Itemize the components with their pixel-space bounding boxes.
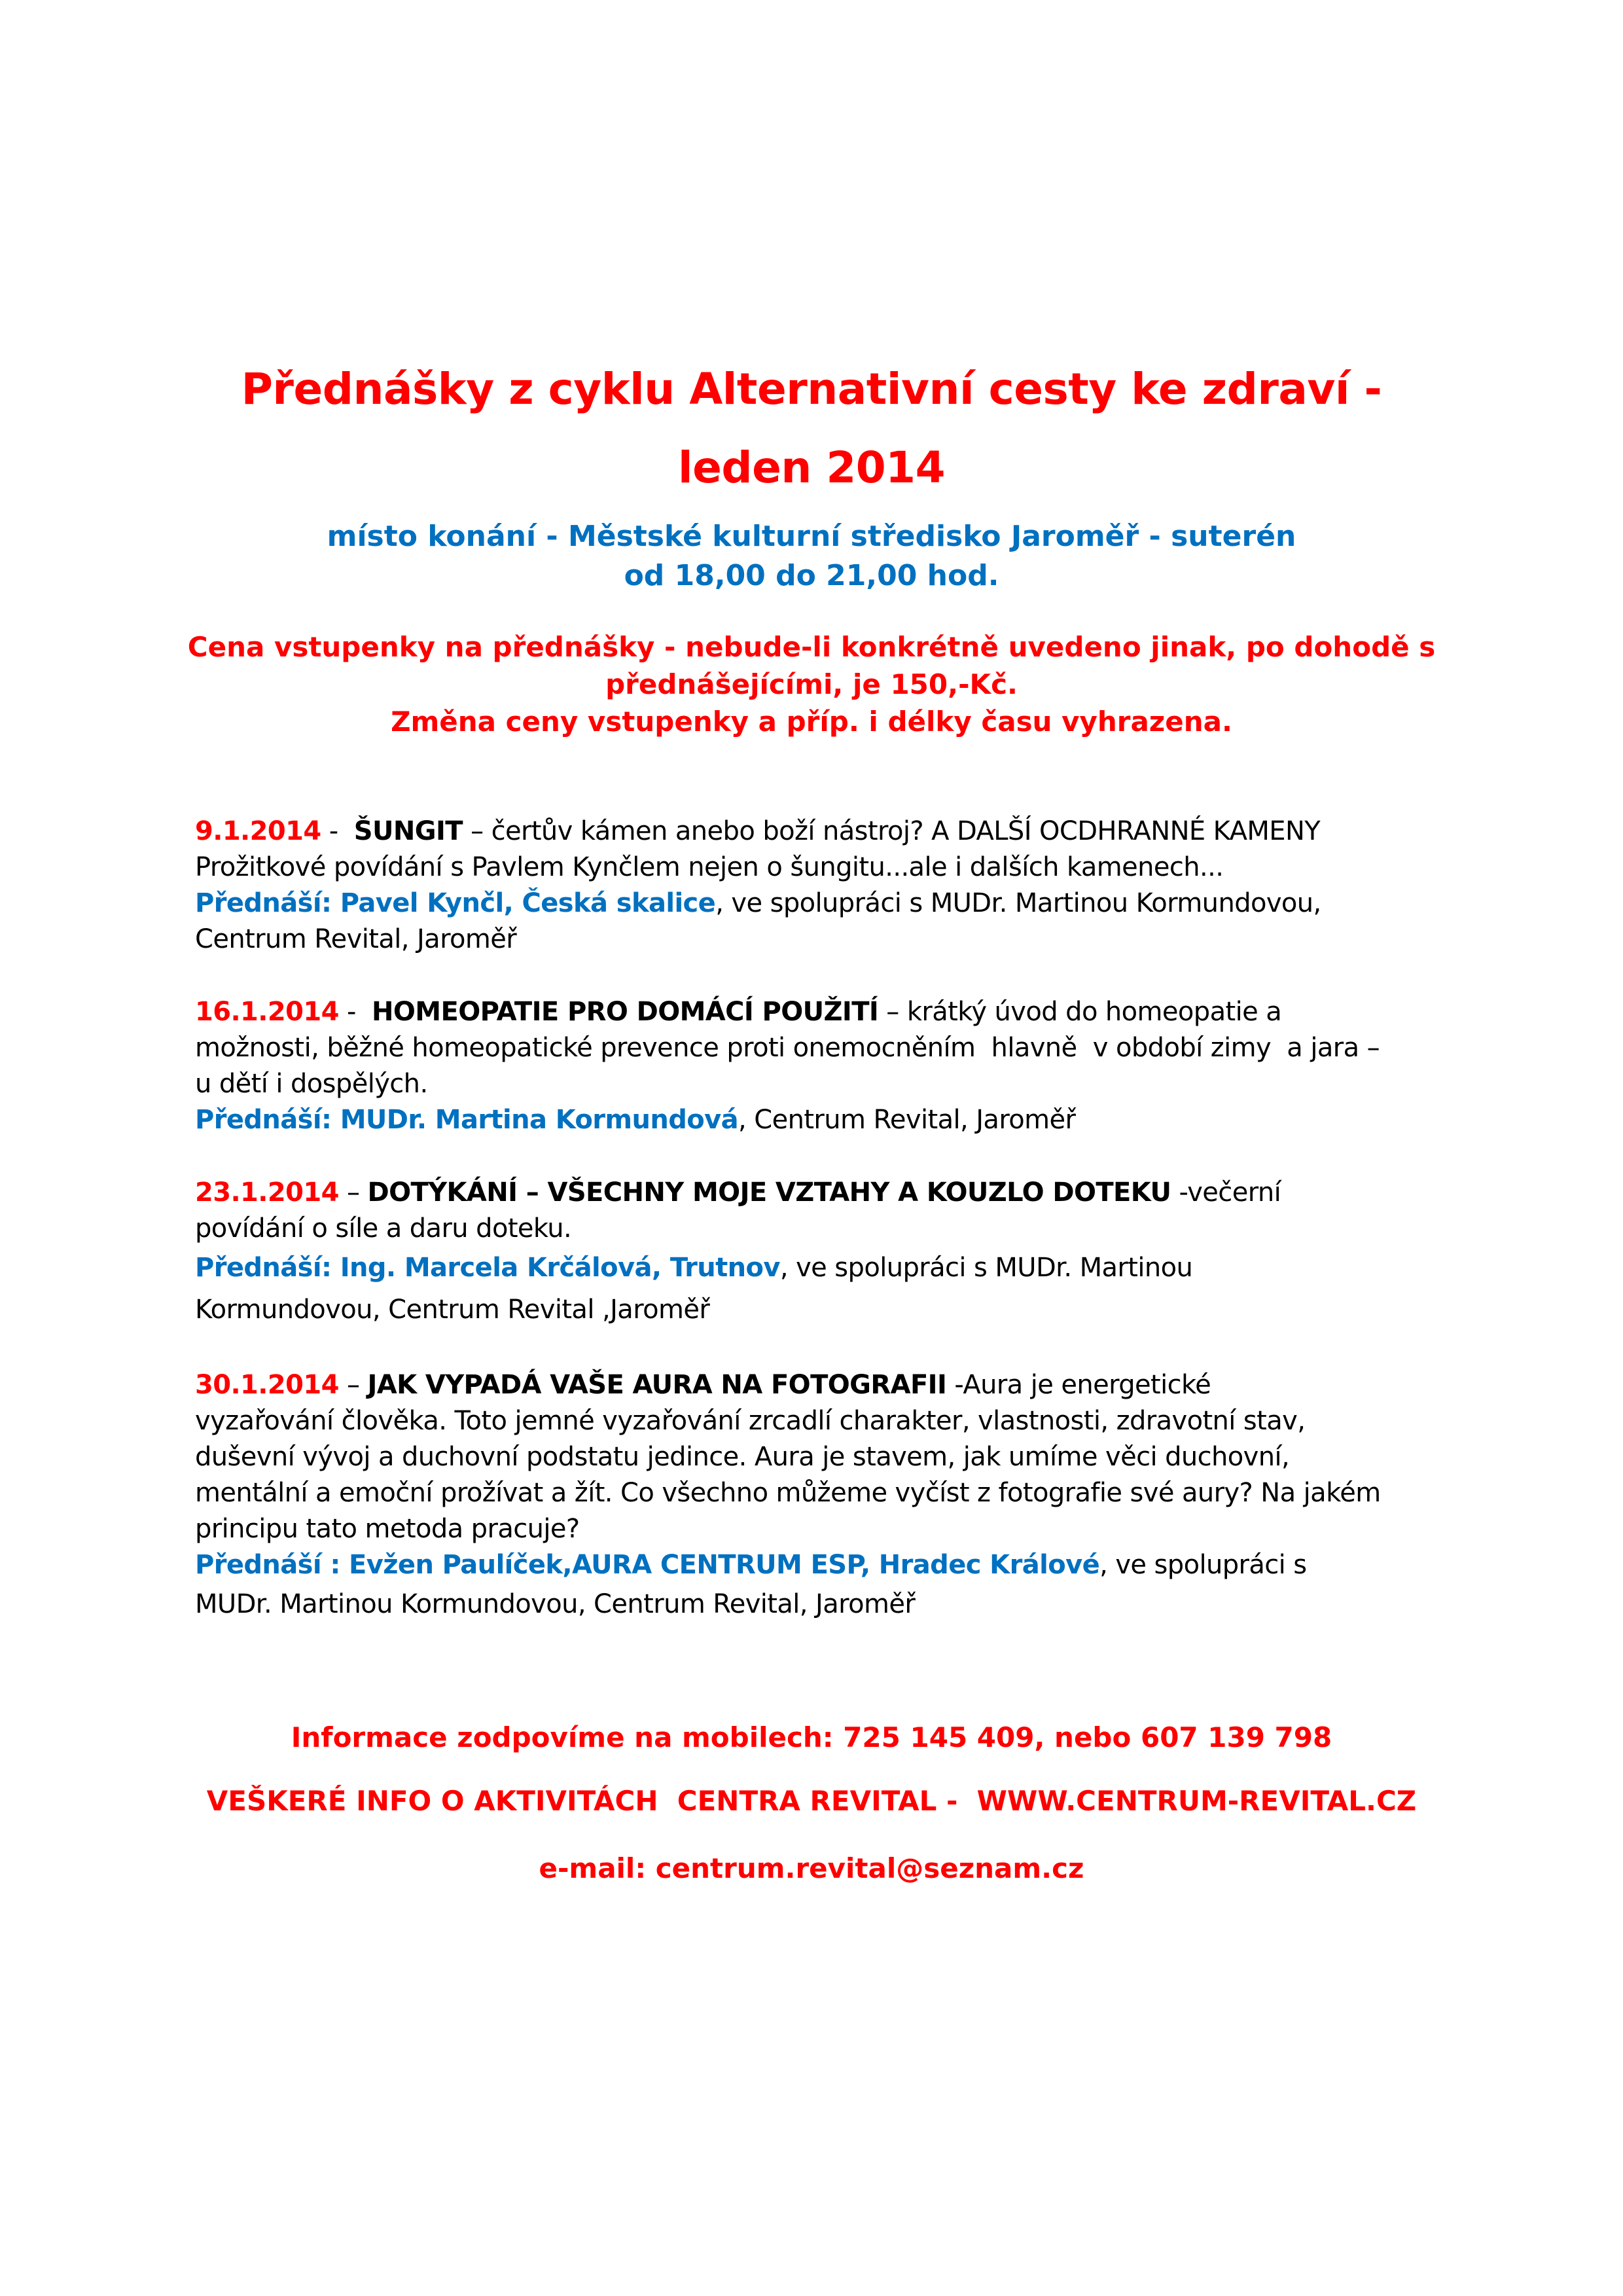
lecture-description: povídání o síle a daru doteku.	[195, 1213, 572, 1244]
separator: -	[338, 997, 372, 1027]
lecture-cooperation: , Centrum Revital, Jaroměř	[738, 1105, 1076, 1135]
lecture-date: 23.1.2014	[195, 1177, 339, 1208]
lecture-description: mentální a emoční prožívat a žít. Co všechno můžeme vyčíst z fotografie své aury? Na jakém	[195, 1478, 1381, 1508]
venue-info	[0, 517, 1623, 596]
lecture-speaker: Přednáší : Evžen Paulíček,AURA CENTRUM ESP, Hradec Králové	[195, 1550, 1100, 1580]
lecture-item	[195, 814, 1452, 958]
title-line-1: Přednášky z cyklu Alternativní cesty ke zdraví -	[241, 364, 1382, 414]
lecture-cooperation: , ve spolupráci s MUDr. Martinou Kormundovou,	[715, 888, 1321, 918]
lecture-cooperation: Kormundovou, Centrum Revital ,Jaroměř	[195, 1295, 710, 1325]
venue-location: místo konání - Městské kulturní středisko Jaroměř - suterén	[327, 520, 1296, 553]
lecture-speaker: Přednáší: Pavel Kynčl, Česká skalice	[195, 888, 716, 918]
lecture-description: vyzařování člověka. Toto jemné vyzařování zrcadlí charakter, vlastnosti, zdravotní stav,	[195, 1406, 1306, 1436]
lecture-topic: JAK VYPADÁ VAŠE AURA NA FOTOGRAFII	[367, 1370, 947, 1400]
lecture-item	[195, 1367, 1452, 1625]
price-line-1: Cena vstupenky na přednášky - nebude-li konkrétně uvedeno jinak, po dohodě s	[187, 631, 1436, 663]
lecture-topic: ŠUNGIT	[353, 816, 463, 846]
lecture-description: možnosti, běžné homeopatické prevence proti onemocněním hlavně v období zimy a jara –	[195, 1033, 1380, 1063]
lecture-description: Prožitkové povídání s Pavlem Kynčlem nejen o šungitu...ale i dalších kamenech...	[195, 852, 1224, 882]
lecture-cooperation: Centrum Revital, Jaroměř	[195, 924, 517, 954]
lecture-description: – krátký úvod do homeopatie a	[878, 997, 1282, 1027]
lecture-description: principu tato metoda pracuje?	[195, 1514, 580, 1544]
lecture-cooperation: , ve spolupráci s	[1099, 1550, 1307, 1580]
lecture-description: u dětí i dospělých.	[195, 1069, 428, 1099]
lecture-date: 16.1.2014	[195, 997, 339, 1027]
lecture-topic: HOMEOPATIE PRO DOMÁCÍ POUŽITÍ	[372, 997, 879, 1027]
venue-time: od 18,00 do 21,00 hod.	[624, 559, 999, 592]
contact-phones: Informace zodpovíme na mobilech: 725 145 409, nebo 607 139 798	[291, 1721, 1332, 1753]
lecture-description: -večerní	[1171, 1177, 1281, 1208]
lecture-description: duševní vývoj a duchovní podstatu jedince. Aura je stavem, jak umíme věci duchovní,	[195, 1442, 1290, 1472]
price-line-2: přednášejícími, je 150,-Kč.	[605, 668, 1018, 700]
separator: –	[338, 1370, 368, 1400]
lecture-date: 30.1.2014	[195, 1370, 339, 1400]
price-line-3: Změna ceny vstupenky a příp. i délky času vyhrazena.	[391, 706, 1232, 738]
lecture-speaker: Přednáší: MUDr. Martina Kormundová	[195, 1105, 739, 1135]
lecture-cooperation: , ve spolupráci s MUDr. Martinou	[779, 1253, 1193, 1283]
separator: –	[338, 1177, 368, 1208]
contact-email: e-mail: centrum.revital@seznam.cz	[539, 1852, 1084, 1884]
title-line-2: leden 2014	[677, 442, 946, 493]
lecture-description: -Aura je energetické	[946, 1370, 1211, 1400]
lecture-list	[195, 814, 1452, 1662]
lecture-item	[195, 994, 1452, 1138]
lecture-description: – čertův kámen anebo boží nástroj? A DALŠÍ OCDHRANNÉ KAMENY	[462, 816, 1321, 846]
lecture-cooperation: MUDr. Martinou Kormundovou, Centrum Revital, Jaroměř	[195, 1589, 916, 1619]
lecture-item	[195, 1175, 1452, 1331]
document-title	[0, 350, 1623, 507]
lecture-date: 9.1.2014	[195, 816, 321, 846]
separator: -	[321, 816, 354, 846]
contact-website: VEŠKERÉ INFO O AKTIVITÁCH CENTRA REVITAL - WWW.CENTRUM-REVITAL.CZ	[206, 1785, 1417, 1817]
lecture-topic: DOTÝKÁNÍ – VŠECHNY MOJE VZTAHY A KOUZLO DOTEKU	[367, 1177, 1171, 1208]
price-info	[0, 628, 1623, 740]
lecture-speaker: Přednáší: Ing. Marcela Krčálová, Trutnov	[195, 1253, 780, 1283]
